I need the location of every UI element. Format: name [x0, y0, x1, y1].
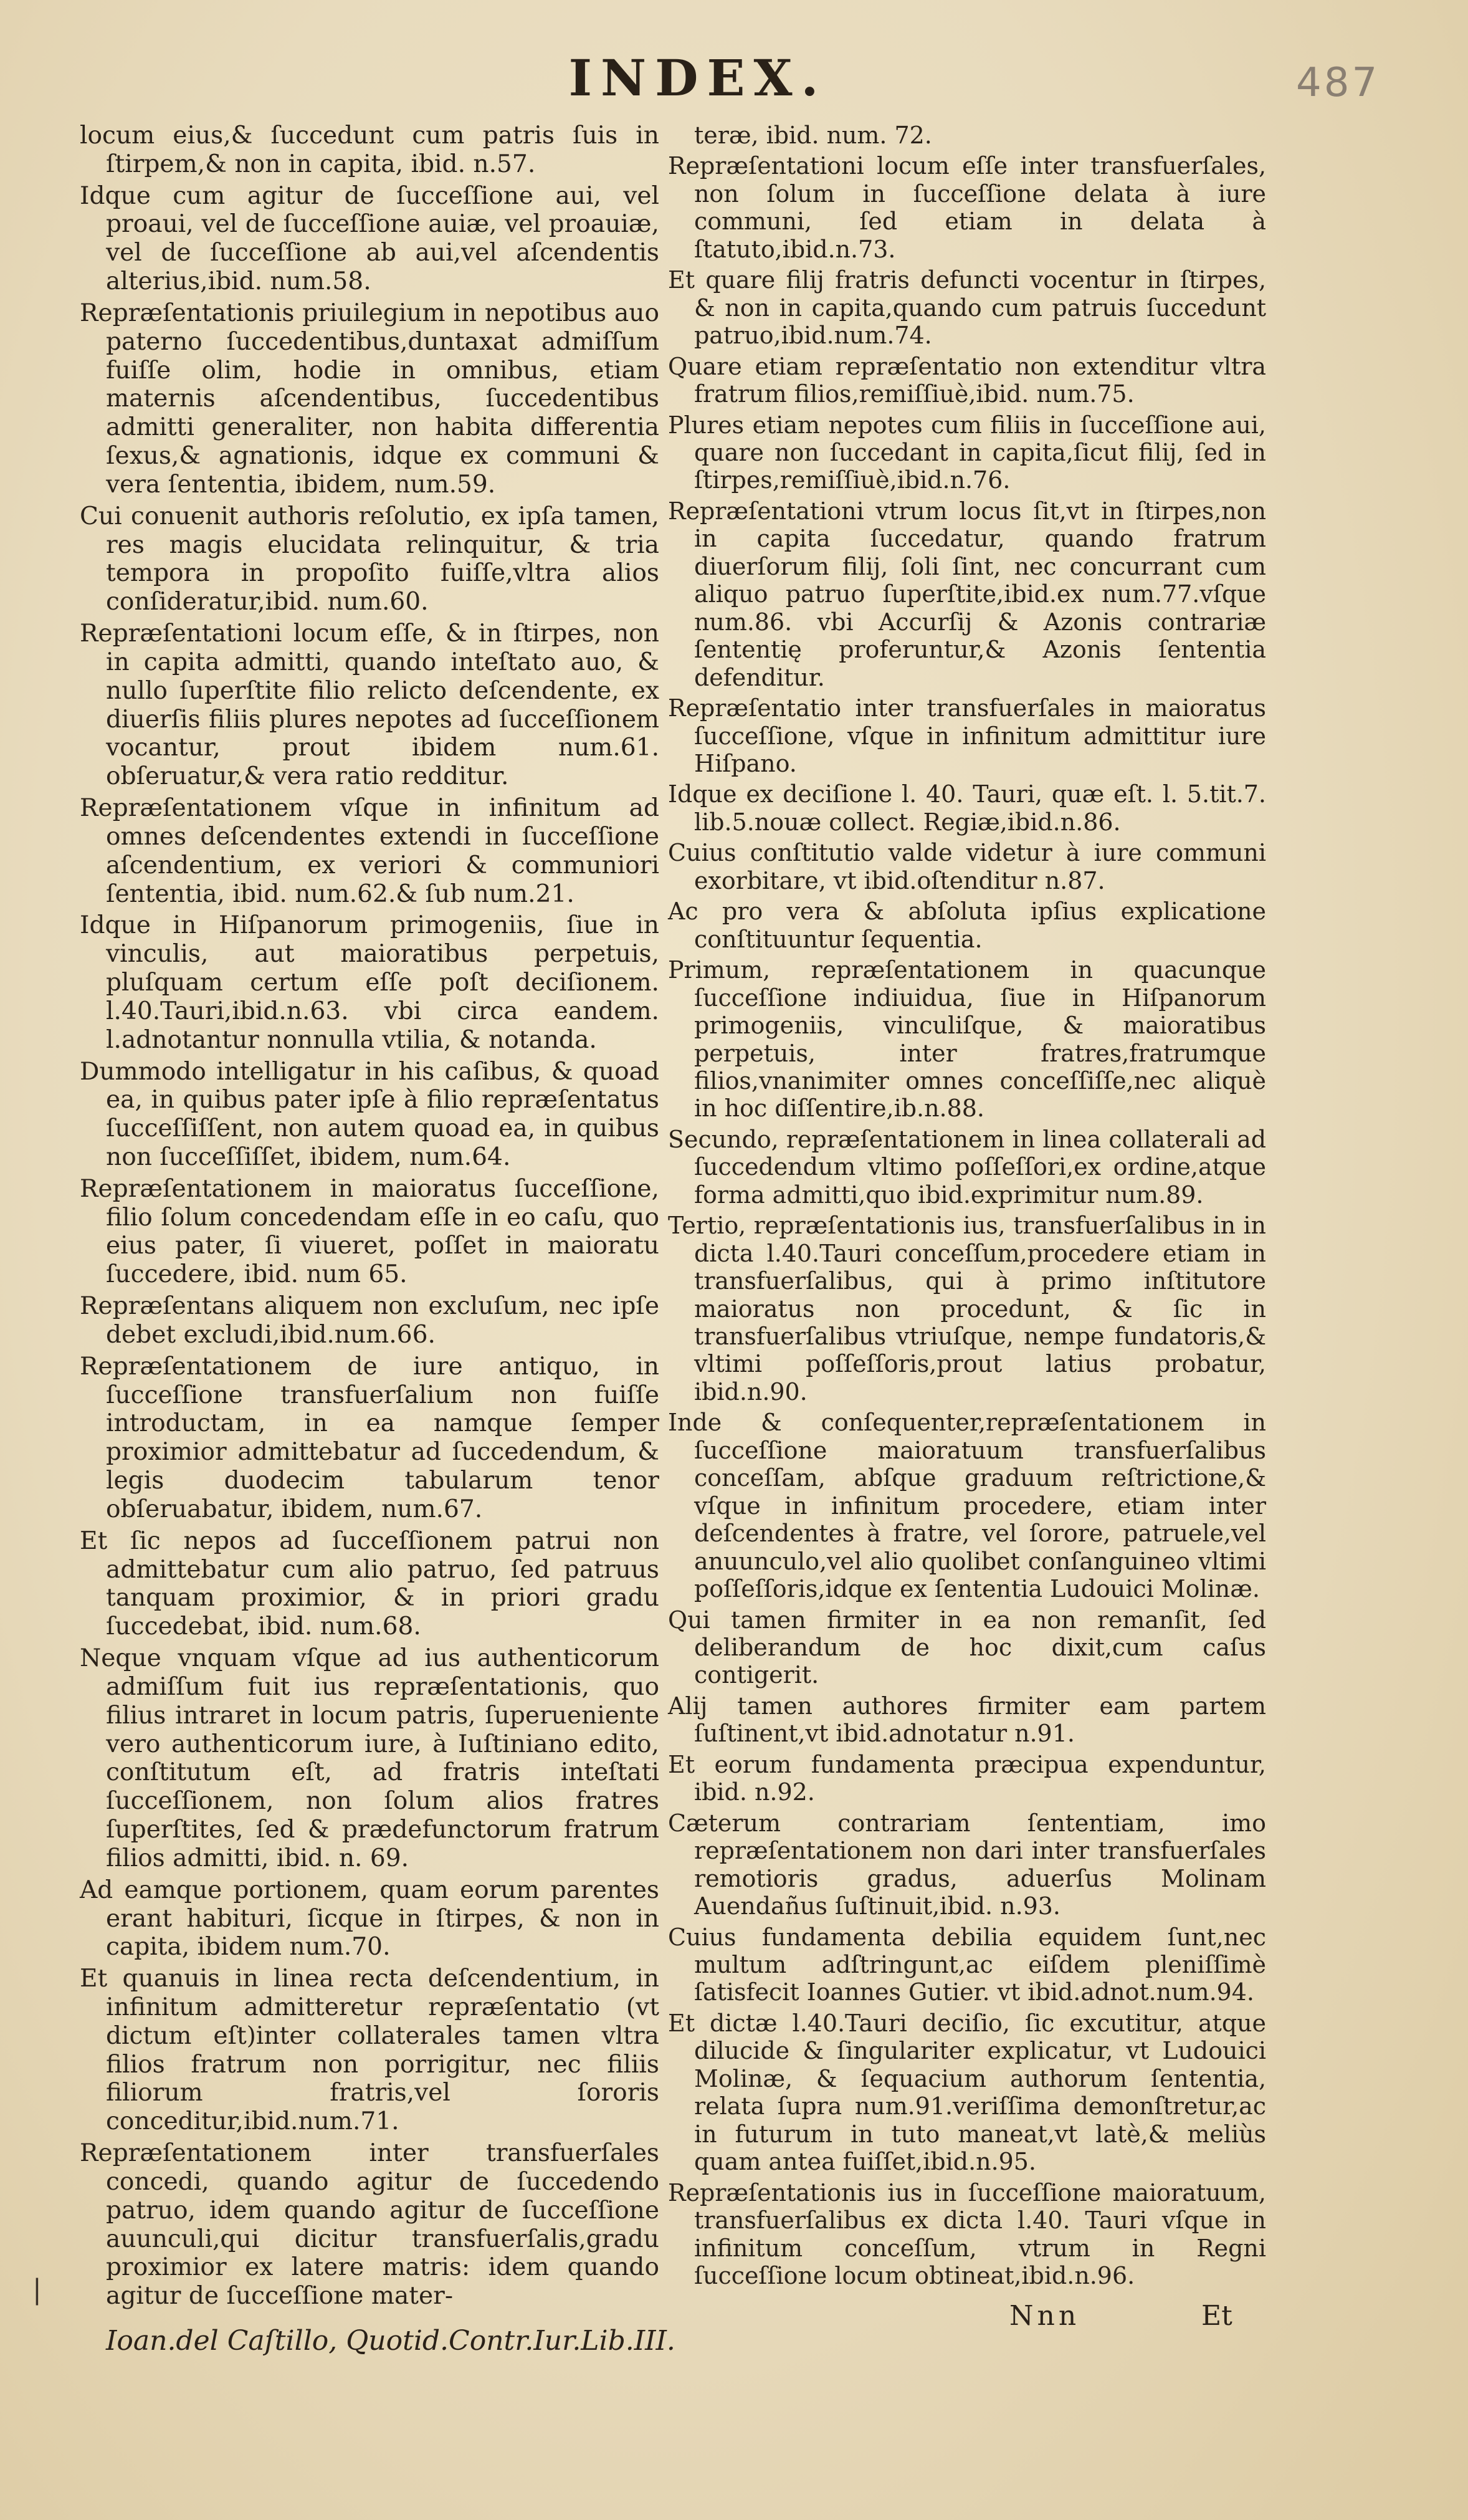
index-entry: locum eius,& ſuccedunt cum patris ſuis in ſtirpem,& non in capita, ibid. n.57.: [80, 122, 659, 178]
index-entry: Idque ex deciſione l. 40. Tauri, quæ eſt. l. 5.tit.7. lib.5.nouæ collect. Regiæ,ibid.n.86.: [668, 780, 1266, 836]
index-entry: Repræſentationem inter transfuerſales concedi, quando agitur de ſuccedendo patruo, idem quando agitur de ſucceſſione auunculi,qui dicitur transfuerſalis,gradu proximior ex latere matris: idem quando agitur de ſucceſſione mater-: [80, 2139, 659, 2311]
signature-mark: Nnn: [1009, 2300, 1080, 2332]
index-entry: Repræſentans aliquem non excluſum, nec ipſe debet excludi,ibid.num.66.: [80, 1292, 659, 1349]
page-header-title: INDEX.: [568, 49, 827, 107]
index-entry: Repræſentationis ius in ſucceſſione maioratuum, transfuerſalibus ex dicta l.40. Tauri vſque in infinitum conceſſum, vtrum in Regni ſucceſſione locum obtineat,ibid.n.96.: [668, 2178, 1266, 2289]
index-entry: Repræſentationi locum eſſe, & in ſtirpes, non in capita admitti, quando inteſtato auo, & nullo ſuperſtite filio relicto deſcendente, ex diuerſis filiis plures nepotes ad ſucceſſionem vocantur, prout ibidem num.61. obſeruatur,& vera ratio redditur.: [80, 620, 659, 791]
index-entry: Et quare filij fratris defuncti vocentur in ſtirpes, & non in capita,quando cum patruis ſuccedunt patruo,ibid.num.74.: [668, 266, 1266, 350]
index-entry: Idque in Hiſpanorum primogeniis, ſiue in vinculis, aut maioratibus perpetuis, pluſquam certum eſſe poſt deciſionem. l.40.Tauri,ibid.n.63. vbi circa eandem. l.adnotantur nonnulla vtilia, & notanda.: [80, 911, 659, 1054]
index-entry: Et ſic nepos ad ſucceſſionem patrui non admittebatur cum alio patruo, ſed patruus tanquam proximior, & in priori gradu ſuccedebat, ibid. num.68.: [80, 1526, 659, 1641]
index-entry: Neque vnquam vſque ad ius authenticorum admiſſum fuit ius repræſentationis, quo filius intraret in locum patris, ſuperueniente vero authenticorum iure, à Iuſtiniano edito, conſtitutum eſt, ad fratris inteſtati ſucceſſionem, non ſolum alios fratres ſuperſtites, ſed & prædefunctorum fratrum filios admitti, ibid. n. 69.: [80, 1644, 659, 1872]
index-entry-continuation: teræ, ibid. num. 72.: [694, 122, 932, 149]
left-column: [80, 122, 659, 2314]
index-entry: Repræſentationi locum eſſe inter transfuerſales, non ſolum in ſucceſſione delata à iure communi, ſed etiam in delata à ſtatuto,ibid.n.73.: [668, 152, 1266, 263]
index-entry: Inde & conſequenter,repræſentationem in ſucceſſione maioratuum transfuerſalibus conceſſam, abſque graduum reſtrictione,& vſque in infinitum procedere, etiam inter deſcendentes à fratre, vel ſorore, patruele,vel anuunculo,vel alio quolibet conſanguineo vltimi poſſeſſoris,idque ex ſententia Ludouici Molinæ.: [668, 1409, 1266, 1603]
index-entry: Idque cum agitur de ſucceſſione aui, vel proaui, vel de ſucceſſione auiæ, vel proauiæ, vel de ſucceſſione ab aui,vel aſcendentis alterius,ibid. num.58.: [80, 181, 659, 296]
index-entry: Repræſentationem de iure antiquo, in ſucceſſione transfuerſalium non fuiſſe introductam, in ea namque ſemper proximior admittebatur ad ſuccedendum, & legis duodecim tabularum tenor obſeruabatur, ibidem, num.67.: [80, 1352, 659, 1523]
index-entry: Repræſentationi vtrum locus ſit,vt in ſtirpes,non in capita ſuccedatur, quando fratrum diuerſorum filij, ſoli ſint, nec concurrant cum aliquo patruo ſuperſtite,ibid.ex num.77.vſque num.86. vbi Accurſij & Azonis contrariæ ſententię proferuntur,& Azonis ſententia defenditur.: [668, 497, 1266, 691]
index-entry: Tertio, repræſentationis ius, transfuerſalibus in in dicta l.40.Tauri conceſſum,procedere etiam in transfuerſalibus, qui à primo inſtitutore maioratus non procedunt, & ſic in transfuerſalibus vtriuſque, nempe fundatoris,& vltimi poſſeſſoris,prout latius probatur, ibid.n.90.: [668, 1212, 1266, 1406]
index-entry: Et eorum fundamenta præcipua expenduntur, ibid. n.92.: [668, 1750, 1266, 1806]
catchword: Et: [1201, 2300, 1232, 2332]
index-entry: Cæterum contrariam ſententiam, imo repræſentationem non dari inter transfuerſales remotioris gradus, aduerſus Molinam Auendañus ſuſtinuit,ibid. n.93.: [668, 1809, 1266, 1920]
handwritten-folio-number: 487: [1296, 60, 1380, 106]
index-entry: Secundo, repræſentationem in linea collaterali ad ſuccedendum vltimo poſſeſſori,ex ordine,atque forma admitti,quo ibid.exprimitur num.89.: [668, 1125, 1266, 1209]
index-entry: Dummodo intelligatur in his caſibus, & quoad ea, in quibus pater ipſe à filio repræſentatus ſucceſſiſſent, non autem quoad ea, in quibus non ſucceſſiſſet, ibidem, num.64.: [80, 1057, 659, 1171]
index-entry: Plures etiam nepotes cum filiis in ſucceſſione aui, quare non ſuccedant in capita,ſicut filij, ſed in ſtirpes,remiſſiuè,ibid.n.76.: [668, 411, 1266, 494]
index-entry: Quare etiam repræſentatio non extenditur vltra fratrum filios,remiſſiuè,ibid. num.75.: [668, 352, 1266, 408]
index-entry: Repræſentationem vſque in infinitum ad omnes deſcendentes extendi in ſucceſſione aſcendentium, ex veriori & communiori ſententia, ibid. num.62.& ſub num.21.: [80, 794, 659, 908]
margin-mark: |: [32, 2274, 42, 2306]
index-entry: Primum, repræſentationem in quacunque ſucceſſione indiuidua, ſiue in Hiſpanorum primogeniis, vinculiſque, & maioratibus perpetuis, inter fratres,fratrumque filios,vnanimiter omnes conceſſiſſe,nec aliquè in hoc diſſentire,ib.n.88.: [668, 956, 1266, 1123]
index-entry: Qui tamen firmiter in ea non remanſit, ſed deliberandum de hoc dixit,cum caſus contigerit.: [668, 1606, 1266, 1689]
index-entry: Repræſentatio inter transfuerſales in maioratus ſucceſſione, vſque in infinitum admittitur iure Hiſpano.: [668, 694, 1266, 777]
index-entry: Repræſentationis priuilegium in nepotibus auo paterno ſuccedentibus,duntaxat admiſſum fuiſſe olim, hodie in omnibus, etiam maternis aſcendentibus, ſuccedentibus admitti generaliter, non habita differentia ſexus,& agnationis, idque ex communi & vera ſententia, ibidem, num.59.: [80, 299, 659, 499]
index-entry: Repræſentationem in maioratus ſucceſſione, filio ſolum concedendam eſſe in eo caſu, quo eius pater, ſi viueret, poſſet in maioratu ſuccedere, ibid. num 65.: [80, 1174, 659, 1289]
index-entry: Cui conuenit authoris reſolutio, ex ipſa tamen, res magis elucidata relinquitur, & tria tempora in propoſito fuiſſe,vltra alios conſideratur,ibid. num.60.: [80, 502, 659, 616]
index-entry: Alij tamen authores firmiter eam partem ſuſtinent,vt ibid.adnotatur n.91.: [668, 1692, 1266, 1748]
index-entry: Ad eamque portionem, quam eorum parentes erant habituri, ſicque in ſtirpes, & non in capita, ibidem num.70.: [80, 1876, 659, 1962]
index-entry: Cuius conſtitutio valde videtur à iure communi exorbitare, vt ibid.oſtenditur n.87.: [668, 839, 1266, 894]
running-title: Ioan.del Caſtillo, Quotid.Contr.Iur.Lib.III.: [106, 2325, 675, 2357]
right-column: [668, 122, 1266, 2292]
index-entry: Et dictæ l.40.Tauri deciſio, ſic excutitur, atque dilucide & ſingulariter explicatur, vt Ludouici Molinæ, & ſequacium authorum ſententia, relata ſupra num.91.veriſſima demonſtretur,ac in futurum in tuto maneat,vt latè,& meliùs quam antea fuiſſet,ibid.n.95.: [668, 2009, 1266, 2176]
index-entry: Cuius fundamenta debilia equidem ſunt,nec multum adſtringunt,ac eiſdem pleniſſimè ſatisfecit Ioannes Gutier. vt ibid.adnot.num.94.: [668, 1923, 1266, 2006]
index-entry: Et quanuis in linea recta deſcendentium, in infinitum admitteretur repræſentatio (vt dictum eſt)inter collaterales tamen vltra filios fratrum non porrigitur, nec filiis filiorum fratris,vel ſororis conceditur,ibid.num.71.: [80, 1965, 659, 2136]
index-entry: Ac pro vera & abſoluta ipſius explicatione conſtituuntur ſequentia.: [668, 898, 1266, 953]
